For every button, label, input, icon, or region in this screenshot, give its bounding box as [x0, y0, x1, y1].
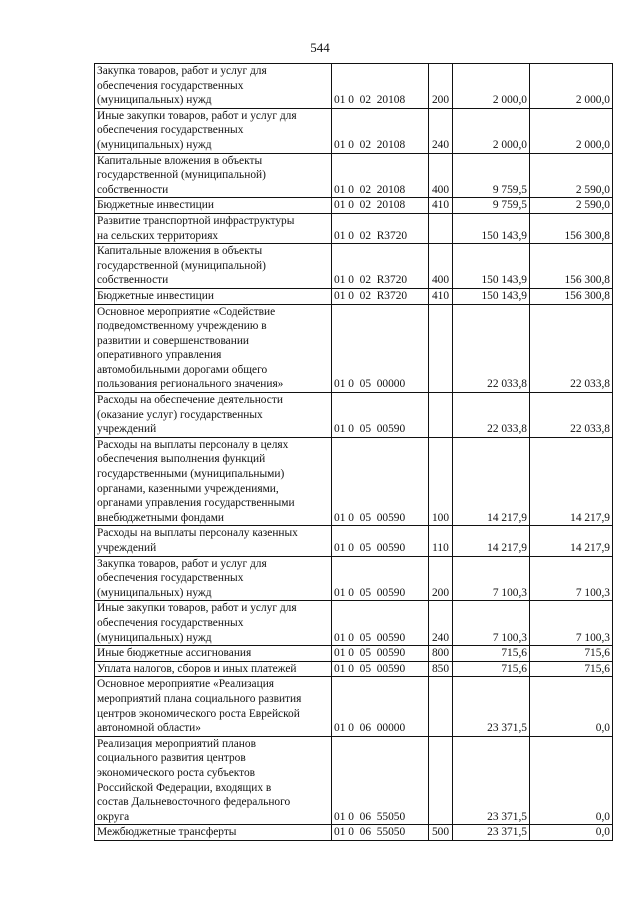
table-row	[95, 64, 613, 109]
row-code: 01 0 02 R3720	[332, 244, 429, 289]
row-name: Бюджетные инвестиции	[97, 289, 214, 302]
row-sum-1: 9 759,5	[453, 153, 530, 198]
row-sum-1: 23 371,5	[453, 677, 530, 736]
row-vr: 240	[429, 601, 453, 646]
row-name-cell	[95, 244, 332, 289]
row-name: Иные закупки товаров, работ и услуг для обеспечения государственных (муниципальных) нужд	[97, 109, 297, 151]
row-name: Расходы на обеспечение деятельности (оказание услуг) государственных учреждений	[97, 394, 283, 436]
row-vr	[429, 736, 453, 825]
row-sum-1: 22 033,8	[453, 393, 530, 438]
row-name-cell	[95, 646, 332, 662]
page-number: 544	[310, 40, 330, 55]
row-name: Реализация мероприятий планов социального развития центров экономического роста субъектов Российской Федерации, входящих в состав Дальневосточного федерального округа	[97, 737, 291, 823]
row-code: 01 0 02 20108	[332, 198, 429, 214]
row-sum-1: 14 217,9	[453, 526, 530, 556]
row-sum-1: 7 100,3	[453, 556, 530, 601]
row-sum-2: 2 590,0	[530, 198, 613, 214]
row-sum-2: 715,6	[530, 661, 613, 677]
row-sum-1: 2 000,0	[453, 108, 530, 153]
row-name-cell	[95, 556, 332, 601]
row-sum-2: 22 033,8	[530, 393, 613, 438]
row-name: Закупка товаров, работ и услуг для обеспечения государственных (муниципальных) нужд	[97, 557, 267, 599]
row-sum-1: 715,6	[453, 646, 530, 662]
table-row	[95, 198, 613, 214]
row-sum-2: 156 300,8	[530, 244, 613, 289]
row-code: 01 0 06 00000	[332, 677, 429, 736]
row-name: Капитальные вложения в объекты государственной (муниципальной) собственности	[97, 245, 266, 287]
row-sum-1: 715,6	[453, 661, 530, 677]
table-row	[95, 244, 613, 289]
row-name: Основное мероприятие «Содействие подведомственному учреждению в развитии и совершенствовании оперативного управления автомобильными дорогами общего пользования регионального значения»	[97, 305, 284, 391]
row-sum-2: 156 300,8	[530, 288, 613, 304]
row-name: Уплата налогов, сборов и иных платежей	[97, 662, 297, 675]
row-code: 01 0 05 00590	[332, 646, 429, 662]
row-name: Основное мероприятие «Реализация мероприятий плана социального развития центров экономического роста Еврейской автономной области»	[97, 678, 302, 735]
table-row	[95, 601, 613, 646]
row-code: 01 0 06 55050	[332, 736, 429, 825]
row-name-cell	[95, 601, 332, 646]
row-sum-1: 150 143,9	[453, 288, 530, 304]
row-name: Межбюджетные трансферты	[97, 826, 237, 839]
row-sum-2: 7 100,3	[530, 556, 613, 601]
row-name-cell	[95, 825, 332, 841]
row-code: 01 0 05 00590	[332, 556, 429, 601]
row-sum-2: 2 000,0	[530, 64, 613, 109]
table-row	[95, 108, 613, 153]
row-code: 01 0 02 20108	[332, 64, 429, 109]
row-vr: 240	[429, 108, 453, 153]
row-sum-1: 9 759,5	[453, 198, 530, 214]
row-code: 01 0 06 55050	[332, 825, 429, 841]
row-vr: 110	[429, 526, 453, 556]
row-sum-1: 22 033,8	[453, 304, 530, 393]
row-name-cell	[95, 198, 332, 214]
row-vr: 850	[429, 661, 453, 677]
row-sum-2: 0,0	[530, 736, 613, 825]
table-row	[95, 825, 613, 841]
row-vr: 100	[429, 437, 453, 526]
table-row	[95, 153, 613, 198]
row-sum-2: 14 217,9	[530, 526, 613, 556]
row-vr: 400	[429, 153, 453, 198]
row-vr	[429, 213, 453, 243]
row-code: 01 0 02 20108	[332, 108, 429, 153]
row-name-cell	[95, 677, 332, 736]
row-code: 01 0 05 00590	[332, 526, 429, 556]
row-name: Закупка товаров, работ и услуг для обеспечения государственных (муниципальных) нужд	[97, 65, 267, 107]
row-name-cell	[95, 64, 332, 109]
row-code: 01 0 02 20108	[332, 153, 429, 198]
row-vr: 800	[429, 646, 453, 662]
row-sum-2: 22 033,8	[530, 304, 613, 393]
row-sum-2: 14 217,9	[530, 437, 613, 526]
row-sum-2: 0,0	[530, 677, 613, 736]
row-sum-1: 150 143,9	[453, 244, 530, 289]
row-name-cell	[95, 288, 332, 304]
row-code: 01 0 05 00590	[332, 661, 429, 677]
row-code: 01 0 02 R3720	[332, 213, 429, 243]
row-name-cell	[95, 153, 332, 198]
row-name-cell	[95, 526, 332, 556]
table-row	[95, 288, 613, 304]
row-code: 01 0 05 00590	[332, 393, 429, 438]
row-vr: 500	[429, 825, 453, 841]
row-vr	[429, 393, 453, 438]
row-sum-1: 150 143,9	[453, 213, 530, 243]
row-code: 01 0 05 00000	[332, 304, 429, 393]
row-name-cell	[95, 437, 332, 526]
table-row	[95, 646, 613, 662]
row-vr: 400	[429, 244, 453, 289]
row-name-cell	[95, 393, 332, 438]
row-vr: 410	[429, 288, 453, 304]
row-name-cell	[95, 661, 332, 677]
row-sum-2: 715,6	[530, 646, 613, 662]
budget-table	[94, 63, 613, 841]
table-row	[95, 304, 613, 393]
row-sum-2: 156 300,8	[530, 213, 613, 243]
table-row	[95, 736, 613, 825]
row-vr: 410	[429, 198, 453, 214]
row-vr: 200	[429, 64, 453, 109]
row-name: Развитие транспортной инфраструктуры на сельских территориях	[97, 214, 295, 242]
row-sum-1: 2 000,0	[453, 64, 530, 109]
row-sum-1: 14 217,9	[453, 437, 530, 526]
row-sum-1: 23 371,5	[453, 736, 530, 825]
table-row	[95, 213, 613, 243]
row-name-cell	[95, 108, 332, 153]
row-sum-2: 0,0	[530, 825, 613, 841]
row-code: 01 0 05 00590	[332, 437, 429, 526]
row-vr	[429, 304, 453, 393]
row-vr: 200	[429, 556, 453, 601]
table-row	[95, 393, 613, 438]
row-name-cell	[95, 213, 332, 243]
row-sum-1: 7 100,3	[453, 601, 530, 646]
row-code: 01 0 05 00590	[332, 601, 429, 646]
row-name: Бюджетные инвестиции	[97, 199, 214, 212]
row-name-cell	[95, 304, 332, 393]
row-name: Расходы на выплаты персоналу казенных учреждений	[97, 527, 298, 554]
row-name: Расходы на выплаты персоналу в целях обеспечения выполнения функций государственными (муниципальными) органами, казенными учреждениями, органами управления государственными внебюджетными фондами	[97, 438, 295, 524]
table-row	[95, 677, 613, 736]
row-sum-2: 2 000,0	[530, 108, 613, 153]
row-name: Иные бюджетные ассигнования	[97, 647, 252, 660]
row-sum-2: 2 590,0	[530, 153, 613, 198]
row-name: Капитальные вложения в объекты государственной (муниципальной) собственности	[97, 154, 266, 196]
table-row	[95, 437, 613, 526]
row-sum-1: 23 371,5	[453, 825, 530, 841]
row-vr	[429, 677, 453, 736]
row-code: 01 0 02 R3720	[332, 288, 429, 304]
table-row	[95, 556, 613, 601]
table-row	[95, 526, 613, 556]
row-name-cell	[95, 736, 332, 825]
row-name: Иные закупки товаров, работ и услуг для обеспечения государственных (муниципальных) нужд	[97, 602, 297, 644]
table-row	[95, 661, 613, 677]
row-sum-2: 7 100,3	[530, 601, 613, 646]
